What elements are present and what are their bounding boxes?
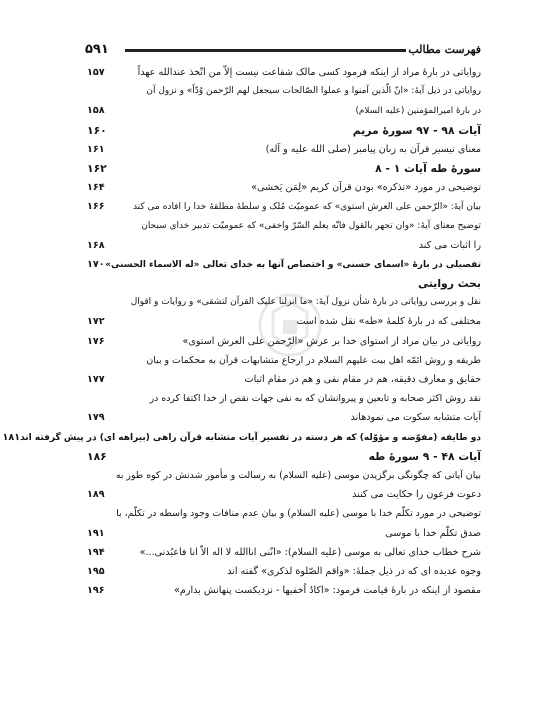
section-heading bbox=[85, 159, 481, 178]
toc-entry-text: شرح خطاب خدای تعالی به موسی (علیه السلام): «انّنی اناالله لا اله الاّ انا فاعبُدنی...» bbox=[139, 546, 481, 558]
section-heading bbox=[85, 447, 481, 466]
toc-entry-text: وجوه عدیده ای که در ذیل جملهٔ: «واقم الصّلوة لذکری» گفته اند bbox=[227, 565, 481, 577]
toc-entry-page: ۱۹۵ bbox=[87, 565, 105, 577]
section-heading-page: ۱۶۲ bbox=[87, 161, 107, 175]
toc-entry-text: در بارهٔ امیرالمؤمنین (علیه السلام) bbox=[355, 106, 481, 117]
toc-entry-page: ۱۷۷ bbox=[87, 374, 105, 385]
toc-entry-text: توضیحی در مورد تکلّم خدا با موسی (علیه السلام) و بیان عدم منافات وجود واسطه در تکلّم، با bbox=[116, 508, 481, 520]
page-header bbox=[85, 40, 481, 58]
section-heading-page: ۱۶۰ bbox=[87, 123, 107, 137]
toc-entry bbox=[85, 524, 481, 543]
toc-entry bbox=[85, 63, 481, 82]
header-page-number: ۵۹۱ bbox=[85, 41, 109, 57]
toc-entry bbox=[85, 504, 481, 523]
toc-entry-page: ۱۹۶ bbox=[87, 585, 105, 597]
toc-entry-page: ۱۶۱ bbox=[87, 143, 105, 155]
toc-entry-text: صدق تکلّم خدا با موسی bbox=[385, 527, 481, 539]
toc-entry bbox=[85, 101, 481, 120]
toc-entry-text: دو طایفه (مفوّضه و مؤوّله) که هر دسته در تفسیر آیات متشابه قرآن راهی (بیراهه ای) در پیش گرفته اند bbox=[20, 432, 481, 443]
header-rule bbox=[125, 49, 406, 52]
toc-entry bbox=[85, 543, 481, 562]
toc-page bbox=[2, 40, 481, 652]
toc-entry-page: ۱۶۸ bbox=[87, 239, 105, 251]
toc-entry bbox=[85, 140, 481, 159]
toc-entry bbox=[85, 236, 481, 255]
section-heading-text: بحث روایتی bbox=[417, 277, 481, 291]
toc-entry bbox=[85, 466, 481, 485]
toc-entry-page: ۱۷۶ bbox=[87, 335, 105, 347]
toc-entry bbox=[85, 217, 481, 236]
toc-entry-text: توضیح معنای آیهٔ: «وان تجهر بالقول فانّه یعلم السّرّ واخفی» که عمومیّت تدبیر خدای سبحان bbox=[141, 220, 481, 231]
toc-entry bbox=[85, 408, 481, 427]
toc-entry-text: حقایق و معارف دقیقه، هم در مقام نفی و هم در مقام اثبات bbox=[244, 374, 481, 385]
toc-entry-text: نقد روش اکثر صحابه و تابعین و پیروانشان که به نفی جهات نقص از خدا اکتفا کرده در bbox=[149, 393, 481, 405]
toc-entry-text: را اثبات می کند bbox=[418, 239, 481, 251]
section-heading-text: سورهٔ طه آیات ۱ - ۸ bbox=[375, 161, 481, 175]
toc-entry bbox=[85, 82, 481, 101]
toc-entry bbox=[85, 581, 481, 600]
toc-entry-text: مقصود از اینکه در بارهٔ قیامت فرمود: «اکادُ اُخفیها - نزدیکست پنهانش بدارم» bbox=[174, 585, 481, 597]
toc-entry bbox=[85, 389, 481, 408]
toc-entry-text: مختلفی که در بارهٔ کلمهٔ «طه» نقل شده است bbox=[296, 316, 481, 328]
toc-entry bbox=[85, 178, 481, 197]
toc-entry-page: ۱۷۰ bbox=[87, 258, 105, 270]
toc-entry bbox=[85, 255, 481, 274]
toc-entry bbox=[85, 370, 481, 389]
toc-entry bbox=[85, 562, 481, 581]
toc-entry bbox=[85, 485, 481, 504]
toc-entry-text: بیان آیاتی که چگونگی برگزیدن موسی (علیه السلام) به رسالت و مأمور شدنش در کوه طور به bbox=[115, 469, 481, 481]
toc-entry-page: ۱۹۴ bbox=[87, 546, 105, 558]
header-title: فهرست مطالب bbox=[408, 42, 481, 56]
section-heading-text: آیات ۹۸ - ۹۷ سورهٔ مریم bbox=[352, 123, 481, 137]
section-heading-text: آیات ۴۸ - ۹ سورهٔ طه bbox=[368, 449, 481, 463]
toc-entry-page: ۱۸۱ bbox=[2, 431, 21, 443]
toc-entry-page: ۱۹۱ bbox=[87, 527, 105, 539]
toc-entry-text: آیات متشابه سکوت می نمودهاند bbox=[350, 412, 481, 424]
library-seal-watermark bbox=[255, 290, 325, 360]
section-heading bbox=[85, 121, 481, 140]
toc-entry-page: ۱۷۹ bbox=[87, 412, 105, 424]
toc-entry-text: دعوت فرعون را حکایت می کنند bbox=[352, 489, 481, 501]
toc-entry-page: ۱۸۹ bbox=[87, 489, 105, 501]
toc-entry-page: ۱۶۶ bbox=[87, 201, 105, 213]
toc-entry bbox=[85, 197, 481, 216]
toc-entry-page: ۱۶۴ bbox=[87, 182, 105, 194]
toc-entry-text: نقل و بررسی روایاتی در بارهٔ شأن نزول آیهٔ: «ما انزلنا علیک القرآن لتشقی» و روایات و اقوال bbox=[130, 297, 481, 308]
toc-entry-page: ۱۵۷ bbox=[87, 67, 105, 78]
toc-entry-text: روایاتی در بارهٔ مراد از اینکه فرمود کسی مالک شفاعت نیست إلاّ من اتّخذ عندالله عهداً bbox=[137, 67, 481, 78]
toc-entry-text: بیان آیهٔ: «الرّحمن علی العرش استوی» که عمومیّت مُلک و سلطهٔ مطلقهٔ خدا را افاده می کند bbox=[132, 202, 481, 213]
toc-entry-text: روایاتی در ذیل آیهٔ: «انّ الّذین آمنوا و عملوا الصّالحات سیجعل لهم الرّحمن وُدّاً» و نزول آن bbox=[146, 86, 481, 97]
toc-entry-text: تفصیلی در بارهٔ «اسمای حسنی» و اختصاص آنها به خدای تعالی «له الاسماء الحسنی» bbox=[105, 259, 481, 270]
toc-entry-text: توضیحی در مورد «تذکره» بودن قرآن کریم «لِمَن یَخشی» bbox=[251, 182, 481, 194]
section-heading-page: ۱۸۶ bbox=[87, 449, 107, 463]
toc-entry-text: روایاتی در بیان مراد از استوای خدا بر عرش «الرّحمن علی العرش استوی» bbox=[182, 335, 481, 347]
toc-entry-page: ۱۵۸ bbox=[87, 105, 105, 117]
toc-entry bbox=[2, 428, 481, 447]
toc-entry-text: معنای تیسیر قرآن به زبان پیامبر (صلی الله علیه و آله) bbox=[265, 143, 481, 155]
toc-entry-text: طریقه و روش ائمّه اهل بیت علیهم السلام در ارجاع متشابهات قرآن به محکمات و بیان bbox=[146, 354, 481, 366]
toc-entry-page: ۱۷۲ bbox=[87, 316, 105, 328]
